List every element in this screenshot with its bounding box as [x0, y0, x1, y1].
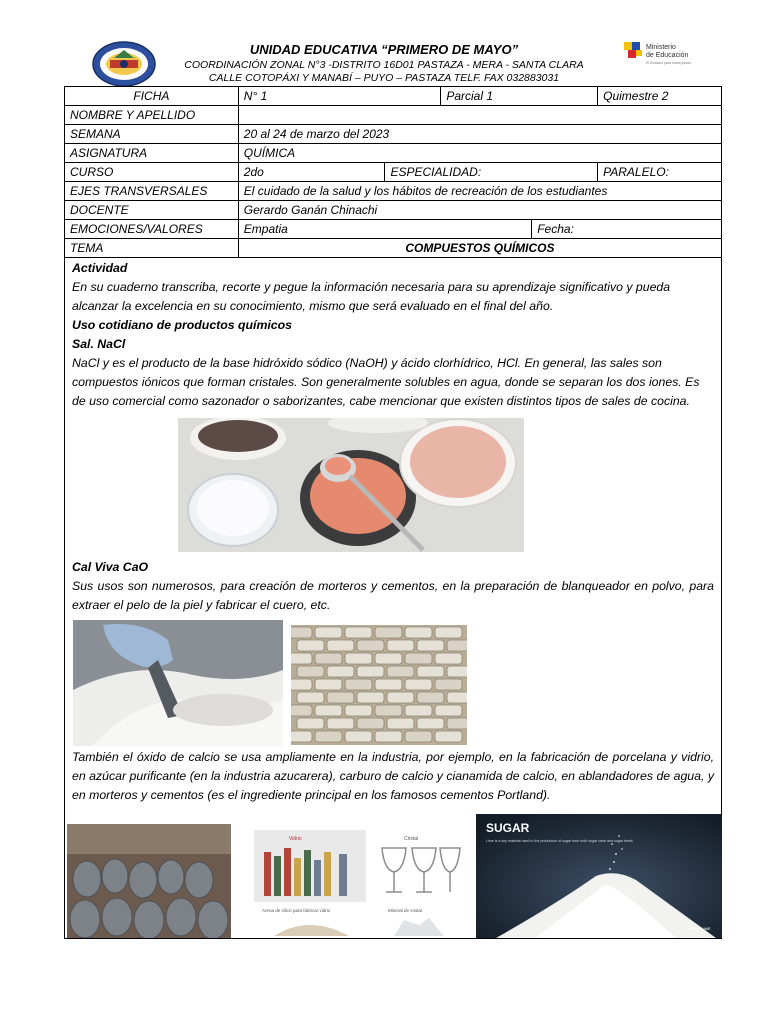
glass-label-cristal: Cristal	[404, 836, 419, 842]
actividad-text: En su cuaderno transcriba, recorte y pegue la información necesaria para su aprendizaje significativo y pueda alcanzar la excelencia en su conocimiento, mismo que será evaluado en el final del año.	[72, 280, 671, 313]
sugar-title: SUGAR	[486, 821, 530, 835]
pottery-image	[67, 824, 231, 938]
nombre-label: NOMBRE Y APELLIDO	[65, 106, 239, 125]
ejes-value: El cuidado de la salud y los hábitos de recreación de los estudiantes	[238, 182, 721, 201]
ejes-label: EJES TRANSVERSALES	[65, 182, 239, 201]
address-line: CALLE COTOPÁXI Y MANABÍ – PUYO – PASTAZA TELF. FAX 032883031	[208, 72, 560, 84]
cement-bags-image	[291, 625, 467, 745]
school-name: UNIDAD EDUCATIVA “PRIMERO DE MAYO”	[249, 42, 519, 57]
svg-text:Ministerio: Ministerio	[646, 44, 676, 51]
oxido-text: También el óxido de calcio se usa ampliamente en la industria, por ejemplo, en la fabricación de porcelana y vidrio, en azúcar purificante (en la industria azucarera), carburo de calcio y cianamida de calcio, en ablandadores de agua, y en morteros y cementos (es el ingrediente principal en los famosos cementos Portland).	[72, 750, 714, 802]
actividad-title: Actividad	[72, 261, 128, 275]
glass-label-vidrio: Vidrio	[289, 836, 302, 842]
table-row	[65, 87, 722, 106]
semana-label: SEMANA	[65, 125, 239, 144]
table-row	[65, 163, 722, 182]
sugar-caption: Lime is a key material used in the production of sugar from both sugar cane and sugar beets	[486, 839, 633, 843]
table-row	[65, 220, 722, 239]
salt-bowls-image	[178, 418, 524, 552]
docente-value: Gerardo Ganán Chinachi	[238, 201, 721, 220]
svg-text:de Educación: de Educación	[646, 52, 689, 59]
paralelo-label: PARALELO:	[598, 163, 722, 182]
sal-text: NaCl y es el producto de la base hidróxido sódico (NaOH) y ácido clorhídrico, HCl. En general, las sales son compuestos iónicos que forman cristales. Son generalmente solubles en agua, donde se separan los dos iones. Es de uso comercial como sazonador o saborizantes, cabe mencionar que existen distintos tipos de sales de cocina.	[72, 356, 700, 408]
curso-label: CURSO	[65, 163, 239, 182]
svg-text:El Ecuador para todos juntos: El Ecuador para todos juntos	[646, 61, 691, 65]
table-row	[65, 144, 722, 163]
curso-value: 2do	[238, 163, 385, 182]
emociones-label: EMOCIONES/VALORES	[65, 220, 239, 239]
sugar-image	[476, 814, 722, 938]
emociones-value: Empatia	[238, 220, 531, 239]
ficha-number: N° 1	[238, 87, 441, 106]
student-info-table	[64, 86, 722, 258]
table-row	[65, 125, 722, 144]
sal-title: Sal. NaCl	[72, 337, 126, 351]
semana-value: 20 al 24 de marzo del 2023	[238, 125, 721, 144]
glass-collage-image	[254, 830, 462, 936]
glass-label-arena: Arena de sílice para fabricar vidrio	[262, 908, 331, 913]
asignatura-value: QUÍMICA	[238, 144, 721, 163]
lime-powder-image	[73, 620, 283, 746]
docente-label: DOCENTE	[65, 201, 239, 220]
ministerio-logo	[624, 38, 694, 72]
nombre-field[interactable]	[238, 106, 721, 125]
cal-text: Sus usos son numerosos, para creación de morteros y cementos, en la preparación de blanqueador en polvo, para extraer el pelo de la piel y fabricar el cuero, etc.	[72, 579, 714, 612]
table-row	[65, 201, 722, 220]
coordinacion-line: COORDINACIÓN ZONAL N°3 -DISTRITO 16D01 PASTAZA - MERA - SANTA CLARA	[184, 59, 584, 71]
tema-label: TEMA	[65, 239, 239, 258]
table-row	[65, 106, 722, 125]
ficha-label: FICHA	[65, 87, 239, 106]
uso-title: Uso cotidiano de productos químicos	[72, 318, 292, 332]
cal-title: Cal Viva CaO	[72, 560, 149, 574]
table-row	[65, 239, 722, 258]
table-row	[65, 182, 722, 201]
tema-value: COMPUESTOS QUÍMICOS	[238, 239, 721, 258]
quimestre-value: Quimestre 2	[598, 87, 722, 106]
glass-label-mineral: Mineral de cristal	[388, 908, 423, 913]
especialidad-label: ESPECIALIDAD:	[385, 163, 598, 182]
sugar-brand: MICROLIME	[688, 926, 711, 931]
content-area	[64, 258, 722, 939]
fecha-label: Fecha:	[532, 220, 722, 239]
parcial-value: Parcial 1	[441, 87, 598, 106]
document-header	[64, 34, 724, 86]
asignatura-label: ASIGNATURA	[65, 144, 239, 163]
